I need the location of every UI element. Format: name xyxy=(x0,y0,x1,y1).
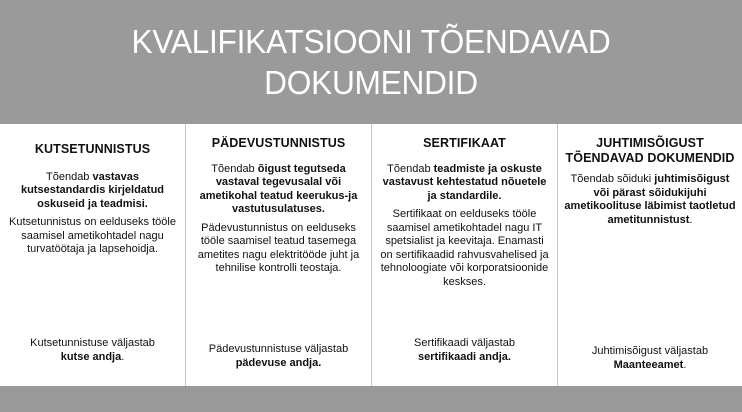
card-kutsetunnistus xyxy=(0,124,186,386)
card-body: Kutsetunnistus on eelduseks tööle saamisel ametikohtadel nagu turvatöötaja ja lapsehoidja. xyxy=(9,216,176,255)
card-issuer: Pädevustunnistuse väljastab pädevuse andja. xyxy=(208,343,349,369)
card-lead: Tõendab vastavas kutsestandardis kirjeldatud oskuseid ja teadmisi. xyxy=(20,170,165,210)
card-heading: PÄDEVUSTUNNISTUS xyxy=(211,136,346,150)
card-heading: KUTSETUNNISTUS xyxy=(34,142,151,156)
card-body: Sertifikaat on eelduseks tööle saamisel ametikohtadel nagu IT spetsialist ja keevitaja. Enamasti on sertifikaadid rahvusvahelised ja tehnoloogiate või korporatsioonide keskses. xyxy=(380,208,549,288)
card-juhtimisoigus xyxy=(558,124,742,386)
card-issuer: Sertifikaadi väljastab sertifikaadi andja. xyxy=(414,337,515,363)
card-issuer: Kutsetunnistuse väljastab kutse andja. xyxy=(30,337,155,363)
card-issuer: Juhtimisõigust väljastab Maanteeamet. xyxy=(591,345,709,371)
card-lead: Tõendab teadmiste ja oskuste vastavust kehtestatud nõuetele ja standardile. xyxy=(382,162,547,202)
card-lead: Tõendab õigust tegutseda vastaval tegevusalal või ametikohal teatud keerukus-ja vastutusulatuses. xyxy=(199,162,358,215)
page-title: KVALIFIKATSIOONI TÕENDAVAD DOKUMENDID xyxy=(131,23,611,101)
title-banner xyxy=(0,0,742,124)
card-heading: SERTIFIKAAT xyxy=(423,136,506,150)
document-cards xyxy=(0,124,742,386)
card-padevustunnistus xyxy=(186,124,372,386)
card-lead: Tõendab sõiduki juhtimisõigust või pärast sõidukijuhi ametikoolituse läbimist taotletud ametitunnistust. xyxy=(564,173,736,226)
card-body: Pädevustunnistus on eelduseks tööle saamisel teatud tasemega ametites nagu elektritööde juht ja tehnilise kontrolli teostaja. xyxy=(197,221,360,274)
card-heading: JUHTIMISÕIGUST TÕENDAVAD DOKUMENDID xyxy=(565,136,735,165)
card-sertifikaat xyxy=(372,124,558,386)
